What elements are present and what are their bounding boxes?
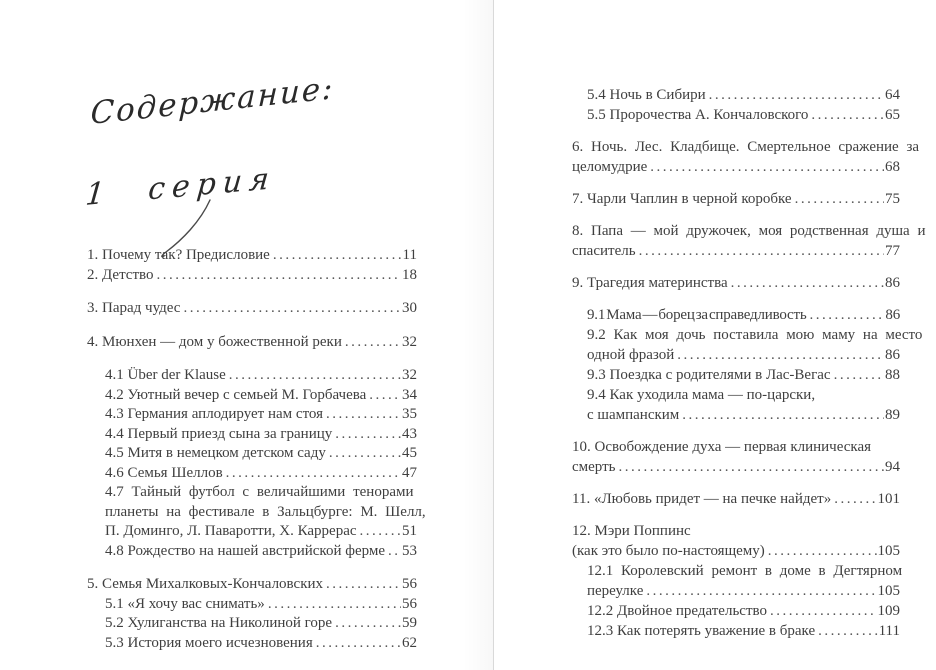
page-number: 35 bbox=[402, 406, 417, 422]
page-number: 59 bbox=[402, 615, 417, 631]
dot-leader bbox=[229, 366, 401, 386]
toc-entry-text: 4.1 Über der Klause bbox=[105, 367, 226, 383]
toc-item bbox=[572, 325, 923, 365]
toc-entry-line bbox=[587, 365, 900, 385]
toc-entry-line bbox=[105, 595, 417, 615]
toc-entry-line bbox=[105, 425, 417, 445]
toc-entry-line bbox=[587, 601, 900, 621]
toc-entry-text: 3. Парад чудес bbox=[87, 300, 181, 316]
toc-entry-line bbox=[87, 246, 417, 266]
toc-entry-line bbox=[572, 221, 926, 241]
handwritten-contents-title: Содержание: bbox=[90, 70, 336, 132]
toc-entry-text: 7. Чарли Чаплин в черной коробке bbox=[572, 191, 792, 207]
toc-entry-line bbox=[105, 614, 417, 634]
dot-leader bbox=[326, 405, 401, 425]
page-number: 77 bbox=[885, 243, 900, 259]
dot-leader bbox=[316, 634, 401, 654]
toc-item bbox=[87, 425, 417, 445]
toc-entry-line bbox=[105, 444, 417, 464]
toc-item bbox=[572, 221, 926, 261]
page-number: 68 bbox=[885, 159, 900, 175]
toc-entry-text: 9. Трагедия материнства bbox=[572, 275, 728, 291]
dot-leader bbox=[226, 464, 401, 484]
toc-entry-line bbox=[587, 85, 900, 105]
page-number: 64 bbox=[885, 87, 900, 103]
page-number: 32 bbox=[402, 333, 417, 350]
dot-leader bbox=[818, 621, 877, 641]
dot-leader bbox=[810, 305, 885, 325]
toc-entry-text: 4.7 Тайный футбол с величайшими тенорами bbox=[105, 484, 414, 500]
toc-entry-text: целомудрие bbox=[572, 159, 648, 175]
dot-leader bbox=[329, 444, 401, 464]
page-number: 62 bbox=[402, 634, 417, 651]
toc-entry-line bbox=[587, 621, 900, 641]
page-number: 89 bbox=[885, 407, 900, 423]
page-divider bbox=[493, 0, 494, 670]
toc-entry-line bbox=[105, 522, 417, 542]
dot-leader bbox=[157, 266, 401, 286]
toc-entry-line bbox=[105, 464, 417, 484]
toc-item bbox=[572, 385, 900, 425]
toc-entry-line bbox=[587, 345, 900, 365]
toc-entry-line bbox=[105, 405, 417, 425]
toc-entry-line bbox=[572, 521, 900, 541]
toc-item bbox=[572, 305, 900, 325]
toc-entry-text: 5.3 История моего исчезновения bbox=[105, 634, 313, 651]
toc-column-left bbox=[87, 246, 426, 653]
dot-leader bbox=[834, 489, 876, 509]
toc-entry-text: с шампанским bbox=[587, 407, 680, 423]
page-number: 56 bbox=[402, 576, 417, 592]
toc-entry-text: 5. Семья Михалковых-Кончаловских bbox=[87, 576, 324, 592]
toc-entry-text: 5.4 Ночь в Сибири bbox=[587, 87, 706, 103]
dot-leader bbox=[731, 273, 884, 293]
toc-entry-text: 5.2 Хулиганства на Николиной горе bbox=[105, 615, 333, 631]
page-number: 34 bbox=[402, 386, 417, 403]
toc-entry-text: 6. Ночь. Лес. Кладбище. Смертельное сражение за bbox=[572, 139, 920, 155]
toc-entry-text: 12.1 Королевский ремонт в доме в Дегтярном bbox=[587, 563, 903, 579]
toc-item bbox=[87, 542, 417, 562]
toc-entry-text: 5.5 Пророчества А. Кончаловского bbox=[587, 107, 809, 123]
page-number: 45 bbox=[402, 445, 417, 461]
dot-leader bbox=[768, 541, 877, 561]
page-number: 18 bbox=[402, 266, 417, 283]
dot-leader bbox=[335, 614, 401, 634]
toc-entry-text: планеты на фестивале в Зальцбурге: М. Шелл, bbox=[105, 503, 426, 520]
toc-entry-line bbox=[105, 386, 417, 406]
toc-entry-line bbox=[105, 634, 417, 654]
toc-entry-text: 11. «Любовь придет — на печке найдет» bbox=[572, 491, 832, 507]
toc-entry-text: 9.1 Мама — борец за справедливость bbox=[587, 307, 807, 323]
toc-entry-text: 2. Детство bbox=[87, 266, 154, 283]
toc-entry-line bbox=[105, 483, 417, 503]
toc-item bbox=[87, 483, 426, 542]
dot-leader bbox=[709, 85, 884, 105]
toc-entry-text: 1. Почему так? Предисловие bbox=[87, 247, 270, 263]
toc-entry-text: 9.2 Как моя дочь поставила мою маму на место bbox=[587, 327, 923, 343]
page-number: 105 bbox=[877, 583, 900, 599]
toc-entry-text: 4.6 Семья Шеллов bbox=[105, 464, 223, 481]
toc-entry-line bbox=[572, 241, 900, 261]
dot-leader bbox=[650, 157, 884, 177]
toc-item bbox=[87, 246, 417, 266]
toc-item bbox=[572, 561, 903, 601]
toc-item bbox=[572, 105, 900, 125]
dot-leader bbox=[335, 425, 401, 445]
dot-leader bbox=[639, 241, 884, 261]
toc-entry-text: 12.2 Двойное предательство bbox=[587, 603, 767, 619]
toc-entry-text: 8. Папа — мой дружочек, моя родственная душа и bbox=[572, 223, 926, 239]
page-number: 105 bbox=[877, 543, 900, 559]
toc-item bbox=[87, 464, 417, 484]
toc-entry-text: 9.4 Как уходила мама — по-царски, bbox=[587, 387, 816, 403]
page-number: 86 bbox=[885, 307, 900, 323]
toc-entry-line bbox=[572, 541, 900, 561]
page-gutter-shade bbox=[463, 0, 493, 670]
toc-item bbox=[572, 365, 900, 385]
toc-entry-line bbox=[587, 385, 900, 405]
toc-entry-text: 9.3 Поездка с родителями в Лас-Вегас bbox=[587, 367, 831, 383]
toc-entry-line bbox=[572, 137, 920, 157]
toc-item bbox=[87, 405, 417, 425]
toc-item bbox=[572, 137, 920, 177]
toc-entry-line bbox=[587, 581, 900, 601]
page-number: 75 bbox=[885, 191, 900, 207]
dot-leader bbox=[268, 595, 401, 615]
toc-entry-line bbox=[105, 542, 417, 562]
dot-leader bbox=[677, 345, 884, 365]
toc-item bbox=[572, 621, 900, 641]
dot-leader bbox=[682, 405, 884, 425]
dot-leader bbox=[273, 246, 402, 266]
toc-entry-text: 5.1 «Я хочу вас снимать» bbox=[105, 595, 265, 612]
page-number: 32 bbox=[402, 367, 417, 383]
toc-entry-line bbox=[587, 405, 900, 425]
toc-item bbox=[572, 601, 900, 621]
toc-entry-text: 10. Освобождение духа — первая клиническая bbox=[572, 439, 872, 455]
toc-entry-text: переулке bbox=[587, 583, 644, 599]
dot-leader bbox=[646, 581, 876, 601]
page-number: 11 bbox=[402, 247, 417, 263]
dot-leader bbox=[795, 189, 884, 209]
toc-item bbox=[572, 85, 900, 105]
toc-entry-text: спаситель bbox=[572, 243, 636, 259]
handwritten-series-word: серия bbox=[146, 160, 278, 208]
toc-entry-line bbox=[587, 325, 923, 345]
toc-item bbox=[572, 437, 900, 477]
toc-item bbox=[87, 333, 417, 353]
toc-entry-text: 4.3 Германия аплодирует нам стоя bbox=[105, 406, 324, 422]
dot-leader bbox=[183, 299, 401, 319]
toc-entry-text: 4.4 Первый приезд сына за границу bbox=[105, 425, 333, 442]
toc-item bbox=[87, 444, 417, 464]
toc-entry-line bbox=[587, 105, 900, 125]
toc-entry-text: 4.8 Рождество на нашей австрийской ферме bbox=[105, 542, 386, 559]
page-number: 111 bbox=[878, 623, 900, 639]
page-number: 86 bbox=[885, 275, 900, 291]
toc-item bbox=[87, 595, 417, 615]
dot-leader bbox=[345, 333, 401, 353]
page-number: 101 bbox=[877, 491, 900, 507]
dot-leader bbox=[811, 105, 884, 125]
toc-column-right bbox=[572, 85, 926, 641]
toc-entry-line bbox=[105, 366, 417, 386]
dot-leader bbox=[369, 386, 401, 406]
dot-leader bbox=[770, 601, 877, 621]
toc-item bbox=[87, 386, 417, 406]
dot-leader bbox=[360, 522, 401, 542]
toc-entry-line bbox=[572, 189, 900, 209]
toc-entry-line bbox=[87, 299, 417, 319]
toc-entry-text: одной фразой bbox=[587, 347, 675, 363]
toc-entry-line bbox=[87, 575, 417, 595]
toc-entry-text: 12. Мэри Поппинс bbox=[572, 523, 691, 539]
page-number: 53 bbox=[402, 542, 417, 559]
toc-entry-line bbox=[572, 273, 900, 293]
dot-leader bbox=[326, 575, 401, 595]
toc-item bbox=[87, 614, 417, 634]
dot-leader bbox=[388, 542, 401, 562]
page-number: 65 bbox=[885, 107, 900, 123]
page-number: 86 bbox=[885, 347, 900, 363]
toc-item bbox=[87, 575, 417, 595]
toc-item bbox=[87, 266, 417, 286]
toc-entry-line bbox=[572, 437, 900, 457]
toc-item bbox=[87, 299, 417, 319]
toc-entry-line bbox=[572, 457, 900, 477]
toc-item bbox=[572, 489, 900, 509]
toc-entry-text: 4.5 Митя в немецком детском саду bbox=[105, 445, 326, 461]
toc-entry-text: 12.3 Как потерять уважение в браке bbox=[587, 623, 816, 639]
handwritten-series-number: 1 bbox=[84, 175, 107, 213]
toc-entry-text: смерть bbox=[572, 459, 616, 475]
toc-item bbox=[572, 273, 900, 293]
page-number: 109 bbox=[877, 603, 900, 619]
toc-entry-text: (как это было по-настоящему) bbox=[572, 543, 765, 559]
toc-item bbox=[572, 521, 900, 561]
toc-entry-line bbox=[587, 561, 903, 581]
toc-entry-text: П. Доминго, Л. Паваротти, Х. Каррерас bbox=[105, 523, 357, 539]
toc-item bbox=[572, 189, 900, 209]
toc-entry-text: 4. Мюнхен — дом у божественной реки bbox=[87, 333, 342, 350]
toc-entry-line bbox=[572, 489, 900, 509]
page-number: 51 bbox=[402, 523, 417, 539]
dot-leader bbox=[834, 365, 884, 385]
page-number: 56 bbox=[402, 595, 417, 612]
toc-item bbox=[87, 634, 417, 654]
toc-entry-line bbox=[572, 157, 900, 177]
page-number: 94 bbox=[885, 459, 900, 475]
toc-entry-line bbox=[105, 503, 426, 523]
page-number: 43 bbox=[402, 425, 417, 442]
page-number: 47 bbox=[402, 464, 417, 481]
toc-entry-line bbox=[87, 333, 417, 353]
toc-entry-text: 4.2 Уютный вечер с семьей М. Горбачева bbox=[105, 386, 367, 403]
toc-entry-line bbox=[587, 305, 900, 325]
toc-item bbox=[87, 366, 417, 386]
toc-entry-line bbox=[87, 266, 417, 286]
page-number: 30 bbox=[402, 300, 417, 316]
dot-leader bbox=[619, 457, 884, 477]
page-number: 88 bbox=[885, 367, 900, 383]
